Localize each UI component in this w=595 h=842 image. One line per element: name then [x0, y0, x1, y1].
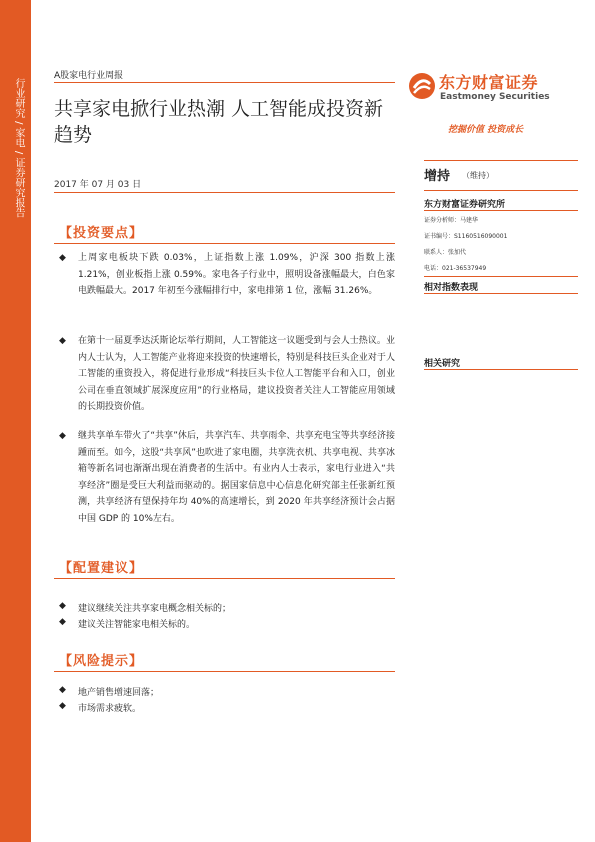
page-title: 共享家电掀行业热潮 人工智能成投资新趋势 [54, 98, 384, 146]
bullet-icon: ◆ [59, 617, 66, 627]
bullet-icon: ◆ [59, 601, 66, 611]
divider [424, 293, 578, 294]
contact-phone: 电话：021-36537949 [424, 265, 487, 272]
report-date: 2017 年 07 月 03 日 [54, 180, 142, 190]
divider [424, 210, 578, 211]
list-item: 市场需求疲软。 [78, 704, 142, 714]
contact-cert: 证书编号：S1160516090001 [424, 233, 508, 240]
related-research-heading: 相关研究 [424, 359, 461, 369]
paragraph: 在第十一届夏季达沃斯论坛举行期间，人工智能这一议题受到与会人士热议。业内人士认为，人工智能产业将迎来投资的快速增长，特别是科技巨头企业对于人工智能的重资投入，将促进行业形成“科技巨头卡位人工智能平台和入口，创业公司在垂直领域扩展深度应用”的行业格局，建议投资者关注人工智能应用领域的长期投资价值。 [78, 336, 395, 412]
divider [54, 671, 395, 672]
brand-name-cn: 东方财富证券 [439, 73, 539, 92]
bullet-icon: ◆ [59, 701, 66, 711]
relative-index-heading: 相对指数表现 [424, 283, 479, 293]
bullet-icon: ◆ [59, 685, 66, 695]
bullet-icon: ◆ [59, 336, 66, 346]
rating-label: 增持 [424, 169, 451, 184]
bullet-icon: ◆ [59, 431, 66, 441]
report-category: A股家电行业周报 [54, 71, 124, 81]
contact-person: 联系人：张加代 [424, 249, 467, 256]
paragraph: 上周家电板块下跌 0.03%，上证指数上涨 1.09%，沪深 300 指数上涨 1.21%，创业板指上涨 0.59%。家电各子行业中，照明设备涨幅最大，白色家电跌幅最大。2017 年初至今涨幅排行中，家电排第 1 位，涨幅 31.26%。 [78, 253, 395, 296]
paragraph: 继共享单车带火了“共享”休后，共享汽车、共享雨伞、共享充电宝等共享经济接踵而至。如今，这股“共享风”也吹进了家电圈，共享洗衣机、共享电视、共享冰箱等新名词也渐渐出现在消费者的生活中。有业内人士表示，家电行业进入“共享经济”圈是受巨大利益而驱动的。据国家信息中心信息化研究部主任张新红预测，共享经济有望保持年均 40%的高速增长，到 2020 年共享经济预计会占据中国 GDP 的 10%左右。 [78, 431, 395, 524]
eastmoney-logo-icon [408, 72, 436, 100]
list-item: 建议继续关注共享家电概念相关标的； [78, 604, 232, 614]
contact-analyst: 证券分析师：马建华 [424, 217, 479, 224]
list-item: 建议关注智能家电相关标的。 [78, 620, 196, 630]
divider [424, 190, 578, 191]
institute-name: 东方财富证券研究所 [424, 200, 506, 210]
bullet-icon: ◆ [59, 253, 66, 263]
section-title-risk: 【风险提示】 [59, 654, 144, 669]
divider [424, 160, 578, 161]
sidebar-label: 行业研究 / 家电 / 证券研究报告 [13, 78, 24, 218]
brand-logo [408, 70, 553, 106]
divider [54, 192, 395, 193]
divider [424, 369, 578, 370]
divider [54, 578, 395, 579]
list-item: 地产销售增速回落； [78, 688, 160, 698]
section-title-key-points: 【投资要点】 [59, 226, 144, 241]
divider [54, 243, 395, 244]
divider [424, 276, 578, 277]
brand-name-en: Eastmoney Securities [440, 92, 550, 102]
sidebar [0, 0, 31, 842]
section-title-allocation: 【配置建议】 [59, 561, 144, 576]
rating-sub: （维持） [462, 171, 494, 180]
divider [54, 82, 395, 83]
brand-slogan: 挖掘价值 投资成长 [448, 125, 524, 135]
